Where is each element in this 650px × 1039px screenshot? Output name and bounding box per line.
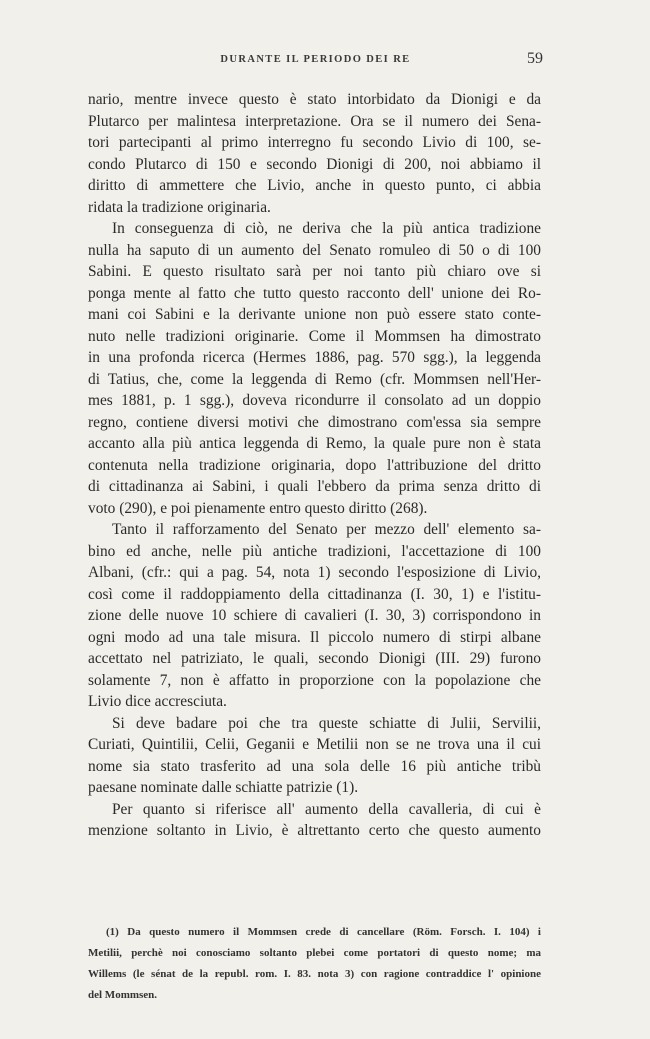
text-line: ogni modo ad una tale misura. Il piccolo numero di stirpi albane — [88, 628, 541, 646]
text-line: così come il raddoppiamento della cittadinanza (I. 30, 1) e l'istitu- — [88, 585, 541, 603]
text-line: accanto alla più antica leggenda di Remo, la quale pure non è stata — [88, 435, 541, 452]
text-line: paesane nominate dalle schiatte patrizie (1). — [88, 779, 359, 796]
text-line: diritto di ammettere che Livio, anche in questo punto, ci abbia — [88, 177, 541, 194]
footnote-line: Metilii, perchè noi conosciamo soltanto plebei come portatori di questo nome; ma — [88, 947, 541, 959]
page-number: 59 — [527, 50, 543, 67]
text-line: regno, contiene diversi motivi che dimostrano com'essa sia sempre — [88, 413, 541, 431]
footnote-line: (1) Da questo numero il Mommsen crede di cancellare (Röm. Forsch. I. 104) i — [106, 926, 541, 938]
text-line: nulla ha saputo di un aumento del Senato romuleo di 50 o di 100 — [88, 241, 541, 259]
text-line: di Tatius, che, come la leggenda di Remo (cfr. Mommsen nell'Her- — [88, 370, 541, 388]
text-line: accettato nel patriziato, le quali, secondo Dionigi (III. 29) furono — [88, 650, 541, 667]
text-line: voto (290), e poi pienamente entro questo diritto (268). — [88, 499, 428, 517]
text-line: nario, mentre invece questo è stato intorbidato da Dionigi e da — [88, 91, 541, 108]
body-text — [88, 89, 541, 842]
text-line: di cittadinanza ai Sabini, i quali l'ebbero da prima senza dritto di — [88, 478, 541, 495]
text-line: tori partecipanti al primo interregno fu secondo Livio di 100, se- — [88, 134, 541, 151]
text-line: nuto nelle tradizioni originarie. Come il Mommsen ha dimostrato — [88, 327, 541, 345]
text-line: menzione soltanto in Livio, è altrettanto certo che questo aumento — [88, 822, 541, 839]
text-line: ridata la tradizione originaria. — [88, 198, 271, 216]
text-line: In conseguenza di ciò, ne deriva che la più antica tradizione — [112, 220, 541, 237]
text-line: mani coi Sabini e la derivante unione non può essere stato conte- — [88, 306, 541, 323]
text-line: condo Plutarco di 150 e secondo Dionigi di 200, noi abbiamo il — [88, 155, 541, 173]
text-line: Livio dice accresciuta. — [88, 693, 227, 710]
text-line: Tanto il rafforzamento del Senato per mezzo dell' elemento sa- — [112, 521, 541, 538]
footnote-line: del Mommsen. — [88, 989, 158, 1001]
text-line: Si deve badare poi che tra queste schiatte di Julii, Servilii, — [112, 714, 541, 732]
text-line: Per quanto si riferisce all' aumento della cavalleria, di cui è — [112, 800, 541, 818]
text-line: solamente 7, non è affatto in proporzione con la popolazione che — [88, 671, 541, 689]
text-line: zione delle nuove 10 schiere di cavalieri (I. 30, 3) corrispondono in — [88, 607, 541, 624]
text-line: mes 1881, p. 1 sgg.), doveva ricondurre il consolato ad un doppio — [88, 392, 541, 409]
text-line: contenuta nella tradizione originaria, dopo l'attribuzione del dritto — [88, 456, 541, 474]
text-line: Albani, (cfr.: qui a pag. 54, nota 1) secondo l'esposizione di Livio, — [88, 564, 541, 581]
text-line: Sabini. E questo risultato sarà per noi tanto più chiaro ove si — [88, 263, 541, 280]
running-title: DURANTE IL PERIODO DEI RE — [220, 54, 411, 65]
text-line: Plutarco per malintesa interpretazione. Ora se il numero dei Sena- — [88, 112, 541, 130]
footnotes — [88, 922, 541, 1006]
text-line: ponga mente al fatto che tutto questo racconto dell' unione dei Ro- — [88, 284, 541, 302]
text-line: bino ed anche, nelle più antiche tradizioni, l'accettazione di 100 — [88, 542, 541, 560]
text-line: nome sia stato trasferito ad una sola delle 16 più antiche tribù — [88, 757, 541, 775]
footnote-line: Willems (le sénat de la republ. rom. I. 83. nota 3) con ragione contraddice l' opinione — [88, 968, 541, 980]
page-header — [88, 52, 543, 74]
text-line: in una profonda ricerca (Hermes 1886, pag. 570 sgg.), la leggenda — [88, 349, 541, 366]
text-line: Curiati, Quintilii, Celii, Geganii e Metilii non se ne trova una il cui — [88, 736, 541, 753]
